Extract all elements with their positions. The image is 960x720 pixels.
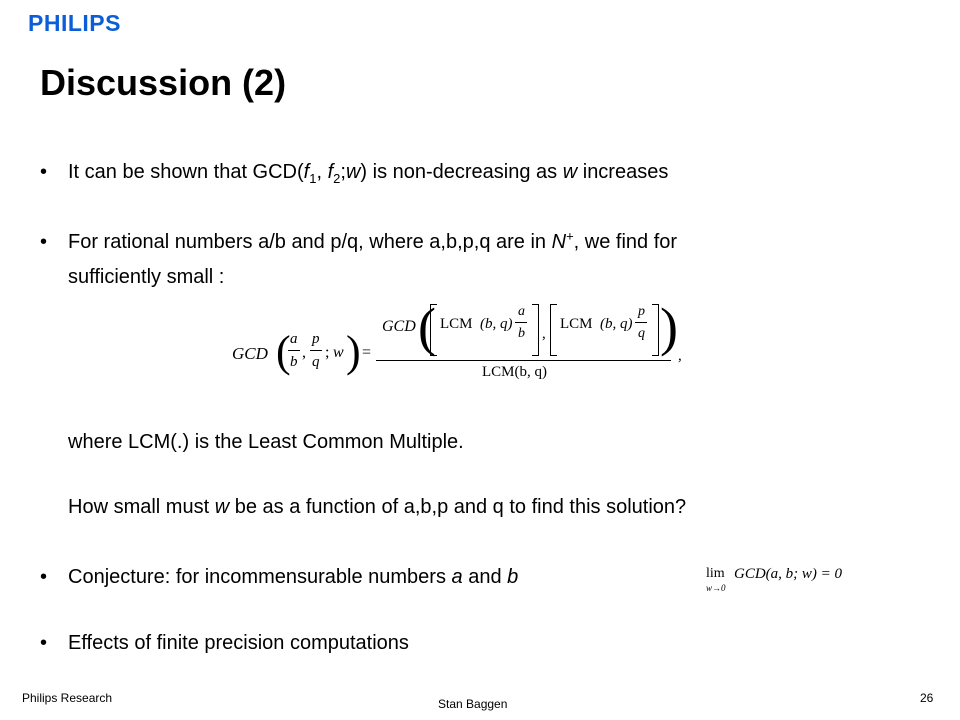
footer-organization: Philips Research: [22, 691, 113, 705]
gcd-lcm-formula: GCD ( a b , p q ; w ) = GCD ( LCM (b, q) a b , LCM (b, q) p q ) LCM(b, q) ,: [232, 297, 682, 380]
bullet-dot: •: [40, 632, 48, 654]
bullet-text: Conjecture: for incommensurable numbers a and b: [68, 566, 519, 588]
bullet-dot: •: [40, 231, 48, 253]
limit-formula: lim w→0 GCD(a, b; w) = 0: [706, 566, 843, 593]
slide-title: Discussion (2): [40, 62, 287, 103]
bullet-text-line2: sufficiently small :: [68, 266, 225, 288]
page-number: 26: [920, 691, 934, 705]
where-lcm-line: where LCM(.) is the Least Common Multiple.: [68, 431, 464, 453]
question-line: How small must w be as a function of a,b,p and q to find this solution?: [68, 496, 687, 518]
bullet-text: It can be shown that $GCD(f_1$, $f_2;w$) is non-decreasing as w increases: [68, 161, 669, 186]
bullet-dot: •: [40, 161, 48, 183]
philips-logo: PHILIPS: [28, 10, 121, 36]
bullet-text: Effects of finite precision computations: [68, 632, 409, 654]
footer-author: Stan Baggen: [438, 697, 508, 711]
bullet-dot: •: [40, 566, 48, 588]
bullet-text-line1: For rational numbers a/b and p/q, where a,b,p,q are in N+, we find for: [68, 228, 678, 253]
